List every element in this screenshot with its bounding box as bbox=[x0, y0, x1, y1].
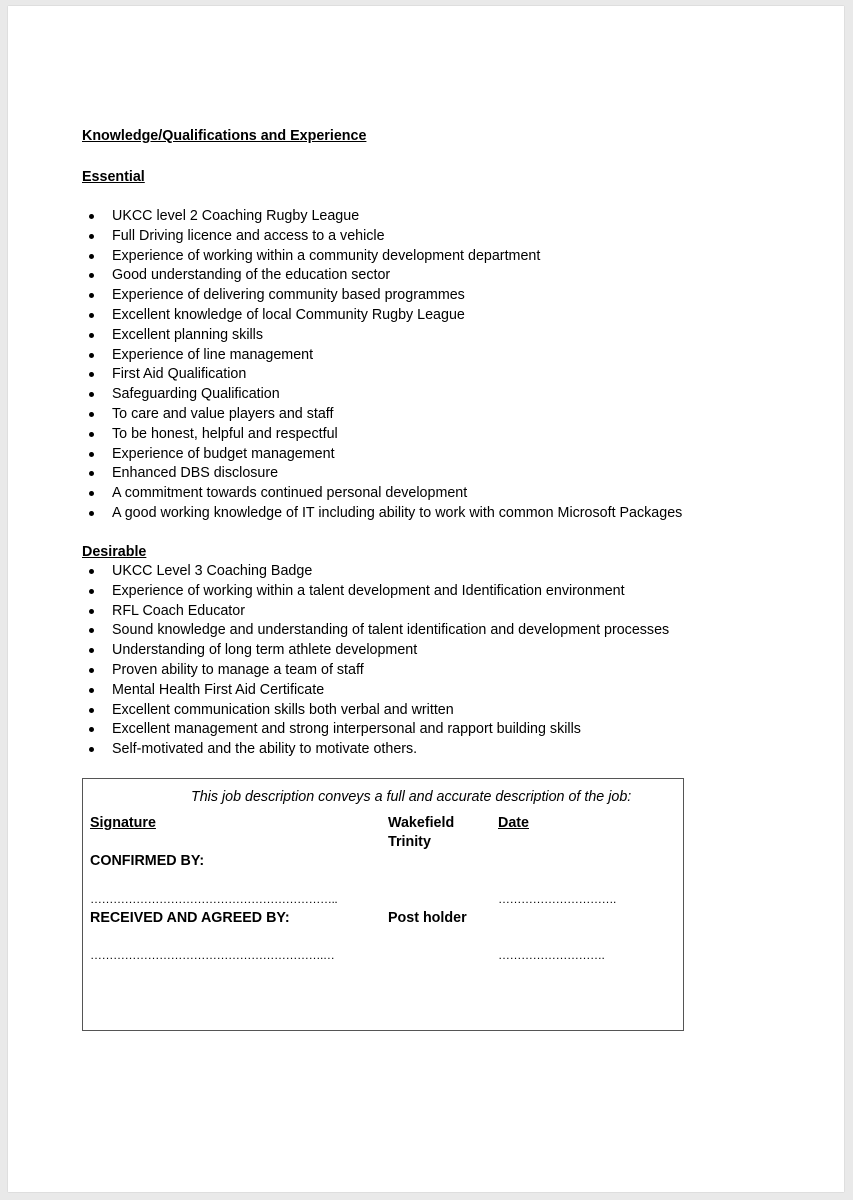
bullet-icon bbox=[89, 412, 94, 417]
list-item-text: Experience of working within a talent development and Identification environment bbox=[112, 582, 625, 599]
list-item-text: RFL Coach Educator bbox=[112, 602, 245, 619]
list-item bbox=[82, 681, 669, 701]
list-item bbox=[82, 286, 682, 306]
bullet-icon bbox=[89, 668, 94, 673]
list-item-text: Excellent planning skills bbox=[112, 326, 263, 343]
list-item-text: Experience of line management bbox=[112, 346, 314, 363]
bullet-icon bbox=[89, 688, 94, 693]
list-item bbox=[82, 562, 669, 582]
list-item bbox=[82, 385, 682, 405]
list-item bbox=[82, 504, 682, 524]
bullet-icon bbox=[89, 491, 94, 496]
bullet-icon bbox=[89, 333, 94, 338]
list-item-text: Enhanced DBS disclosure bbox=[112, 465, 279, 482]
organisation-name-line1: Wakefield bbox=[388, 815, 455, 831]
list-item bbox=[82, 405, 682, 425]
list-item-text: Mental Health First Aid Certificate bbox=[112, 681, 325, 698]
list-item-text: Full Driving licence and access to a vehicle bbox=[112, 227, 385, 244]
bullet-icon bbox=[89, 452, 94, 457]
list-item-text: Self-motivated and the ability to motivate others. bbox=[112, 741, 418, 758]
list-item bbox=[82, 621, 669, 641]
list-item-text: Excellent management and strong interpersonal and rapport building skills bbox=[112, 721, 581, 738]
list-item bbox=[82, 661, 669, 681]
essential-heading: Essential bbox=[82, 169, 145, 185]
list-item-text: Good understanding of the education sector bbox=[112, 267, 391, 284]
list-item bbox=[82, 602, 669, 622]
bullet-icon bbox=[89, 569, 94, 574]
list-item-text: Understanding of long term athlete development bbox=[112, 642, 418, 659]
received-date-line: ………………………. bbox=[498, 948, 605, 962]
confirmed-signature-line: ……………………………………………………….. bbox=[90, 892, 338, 906]
bullet-icon bbox=[89, 511, 94, 516]
list-item-text: Safeguarding Qualification bbox=[112, 386, 280, 403]
bullet-icon bbox=[89, 727, 94, 732]
list-item bbox=[82, 484, 682, 504]
list-item-text: First Aid Qualification bbox=[112, 366, 247, 383]
list-item bbox=[82, 740, 669, 760]
signature-column-heading: Signature bbox=[90, 815, 156, 831]
desirable-heading: Desirable bbox=[82, 544, 147, 560]
bullet-icon bbox=[89, 471, 94, 476]
signature-box bbox=[82, 778, 684, 1031]
list-item-text: Excellent communication skills both verbal and written bbox=[112, 701, 454, 718]
bullet-icon bbox=[89, 234, 94, 239]
desirable-list bbox=[82, 562, 669, 760]
list-item bbox=[82, 346, 682, 366]
organisation-name-line2: Trinity bbox=[388, 834, 431, 850]
received-signature-line: …………………………………………………….… bbox=[90, 948, 335, 962]
list-item-text: Excellent knowledge of local Community Rugby League bbox=[112, 306, 465, 323]
list-item-text: Proven ability to manage a team of staff bbox=[112, 661, 364, 678]
bullet-icon bbox=[89, 609, 94, 614]
bullet-icon bbox=[89, 648, 94, 653]
list-item bbox=[82, 701, 669, 721]
bullet-icon bbox=[89, 432, 94, 437]
list-item bbox=[82, 365, 682, 385]
list-item bbox=[82, 266, 682, 286]
bullet-icon bbox=[89, 313, 94, 318]
list-item-text: UKCC level 2 Coaching Rugby League bbox=[112, 208, 360, 224]
received-agreed-label: RECEIVED AND AGREED BY: bbox=[90, 910, 290, 926]
bullet-icon bbox=[89, 254, 94, 259]
statement-text: This job description conveys a full and accurate description of the job: bbox=[191, 789, 632, 805]
bullet-icon bbox=[89, 273, 94, 278]
list-item-text: To be honest, helpful and respectful bbox=[112, 425, 338, 442]
bullet-icon bbox=[89, 589, 94, 594]
list-item bbox=[82, 641, 669, 661]
list-item-text: Sound knowledge and understanding of talent identification and development processes bbox=[112, 622, 670, 639]
list-item bbox=[82, 326, 682, 346]
list-item-text: Experience of working within a community development department bbox=[112, 247, 541, 264]
list-item bbox=[82, 425, 682, 445]
bullet-icon bbox=[89, 747, 94, 752]
list-item-text: Experience of delivering community based programmes bbox=[112, 287, 465, 304]
list-item bbox=[82, 464, 682, 484]
essential-list bbox=[82, 207, 682, 524]
list-item-text: To care and value players and staff bbox=[112, 405, 334, 422]
list-item bbox=[82, 306, 682, 326]
section-title: Knowledge/Qualifications and Experience bbox=[82, 128, 367, 144]
bullet-icon bbox=[89, 353, 94, 358]
list-item bbox=[82, 445, 682, 465]
bullet-icon bbox=[89, 392, 94, 397]
list-item bbox=[82, 582, 669, 602]
list-item bbox=[82, 720, 669, 740]
list-item-text: A good working knowledge of IT including ability to work with common Microsoft Packages bbox=[112, 504, 683, 521]
bullet-icon bbox=[89, 214, 94, 219]
list-item-text: UKCC Level 3 Coaching Badge bbox=[112, 563, 313, 579]
bullet-icon bbox=[89, 372, 94, 377]
bullet-icon bbox=[89, 628, 94, 633]
post-holder-label: Post holder bbox=[388, 910, 467, 926]
bullet-icon bbox=[89, 293, 94, 298]
list-item bbox=[82, 247, 682, 267]
date-column-heading: Date bbox=[498, 815, 529, 831]
confirmed-by-label: CONFIRMED BY: bbox=[90, 853, 205, 869]
list-item-text: A commitment towards continued personal development bbox=[112, 485, 468, 502]
bullet-icon bbox=[89, 708, 94, 713]
list-item bbox=[82, 207, 682, 227]
confirmed-date-line: …………………………. bbox=[498, 892, 616, 906]
list-item bbox=[82, 227, 682, 247]
list-item-text: Experience of budget management bbox=[112, 445, 335, 462]
